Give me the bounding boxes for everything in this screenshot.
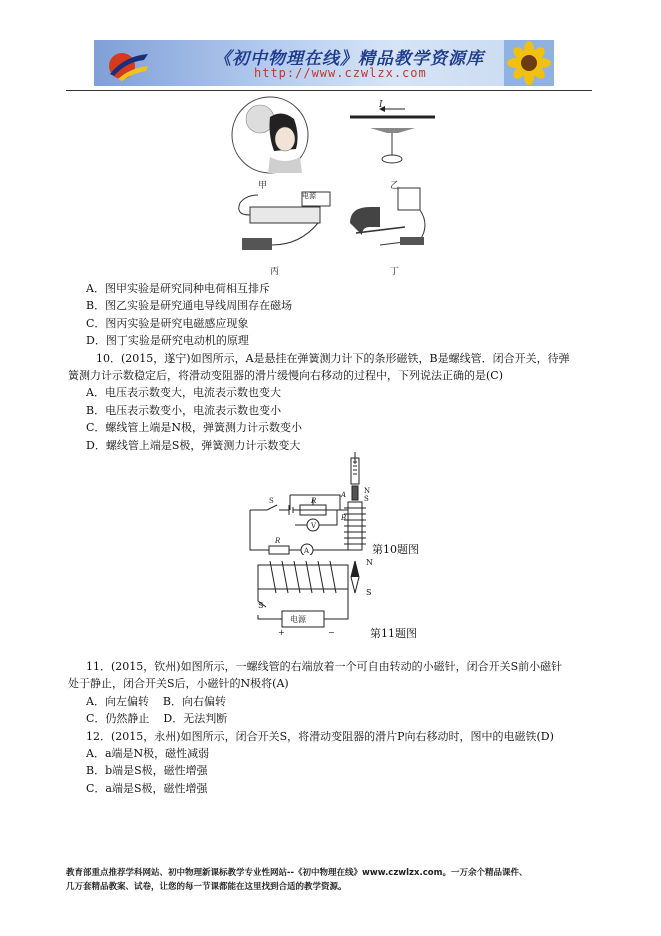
q10-magnet-n-label: N <box>364 487 371 495</box>
q10-resistor-label: R <box>275 537 281 545</box>
figure-jia-girl <box>232 97 308 173</box>
site-logo <box>104 46 152 82</box>
header-rule <box>66 90 592 91</box>
q12-option-b: B．b端是S极，磁性增强 <box>86 764 208 778</box>
figure-q11-solenoid <box>252 557 362 637</box>
q10-voltmeter-label: V <box>311 522 317 530</box>
q10-magnet-a-label: A <box>341 491 347 499</box>
q10-stem-line2: 簧测力计示数稳定后，将滑动变阻器的滑片缓慢向右移动的过程中，下列说法正确的是(C) <box>68 369 503 383</box>
sunflower-image <box>504 40 554 86</box>
figure-ding-generator <box>350 188 425 245</box>
label-yi: 乙 <box>390 181 400 191</box>
q9-option-c: C．图丙实验是研究电磁感应现象 <box>86 316 249 330</box>
q11-minus-label: − <box>328 628 335 637</box>
q11-stem-line2: 处于静止，闭合开关S后，小磁针的N极将(A) <box>68 677 289 691</box>
q11-plus-label: + <box>278 628 285 637</box>
q12-option-a: A．a端是N极，磁性减弱 <box>86 747 210 761</box>
q11-switch-label: S <box>258 601 264 610</box>
label-ding: 丁 <box>390 267 400 277</box>
q10-magnet-s-label: S <box>364 495 369 503</box>
q9-option-b: B．图乙实验是研究通电导线周围存在磁场 <box>86 299 293 313</box>
q10-option-a: A．电压表示数变大，电流表示数也变大 <box>86 386 281 400</box>
q10-stem-line1: 10．(2015，遂宁)如图所示，A是悬挂在弹簧测力计下的条形磁铁，B是螺线管．闭合开关，待弹 <box>96 351 570 365</box>
figure-yi-compass <box>350 106 435 163</box>
page-footer <box>66 866 606 894</box>
figure-q10-circuit <box>245 450 375 555</box>
q10-ammeter-label: A <box>304 547 310 555</box>
footer-line1: 教育部重点推荐学科网站、初中物理新课标教学专业性网站--《初中物理在线》www.czwlzx.com。一万余个精品课件、 <box>66 868 528 878</box>
q11-stem-line1: 11．(2015，钦州)如图所示，一螺线管的右端放着一个可自由转动的小磁针，闭合开关S前小磁针 <box>86 660 563 673</box>
q10-coil-b-label: B <box>341 514 347 522</box>
q10-rheostat-label: R <box>311 497 317 505</box>
q10-option-c: C．螺线管上端是N极，弹簧测力计示数变小 <box>86 421 303 435</box>
q11-options-line2: C．仍然静止 D．无法判断 <box>86 712 228 726</box>
q9-option-d: D．图丁实验是研究电动机的原理 <box>86 334 249 348</box>
banner-url[interactable]: http://www.czwlzx.com <box>254 66 427 80</box>
q11-figure-caption: 第11题图 <box>370 627 417 640</box>
power-box-label: 电源 <box>302 192 316 200</box>
current-label: I <box>379 100 383 110</box>
q12-option-c: C．a端是S极，磁性增强 <box>86 781 208 795</box>
label-jia: 甲 <box>258 181 268 191</box>
question-block-11-12 <box>68 658 586 797</box>
footer-line2: 几万套精品教案、试卷，让您的每一节课都能在这里找到合适的教学资源。 <box>66 882 347 892</box>
q9-option-a: A．图甲实验是研究同种电荷相互排斥 <box>86 282 270 295</box>
header-banner <box>94 40 554 86</box>
q10-switch-label: S <box>269 497 274 505</box>
q11-needle-n-label: N <box>366 558 373 567</box>
q10-option-b: B．电压表示数变小，电流表示数也变小 <box>86 403 282 417</box>
question-block-9-10 <box>68 280 586 454</box>
q11-options-line1: A．向左偏转 B．向右偏转 <box>86 694 227 708</box>
q11-power-label: 电源 <box>290 615 306 624</box>
banner-title: 《初中物理在线》精品教学资源库 <box>214 49 484 69</box>
q10-option-d: D．螺线管上端是S极，弹簧测力计示数变大 <box>86 438 301 452</box>
q10-figure-caption: 第10题图 <box>372 543 419 556</box>
label-bing: 丙 <box>270 267 280 277</box>
q11-needle-s-label: S <box>366 588 372 597</box>
q12-stem: 12．(2015，永州)如图所示，闭合开关S，将滑动变阻器的滑片P向右移动时，图中的电磁铁(D) <box>86 729 554 743</box>
figure-bing-circuit <box>239 192 330 250</box>
